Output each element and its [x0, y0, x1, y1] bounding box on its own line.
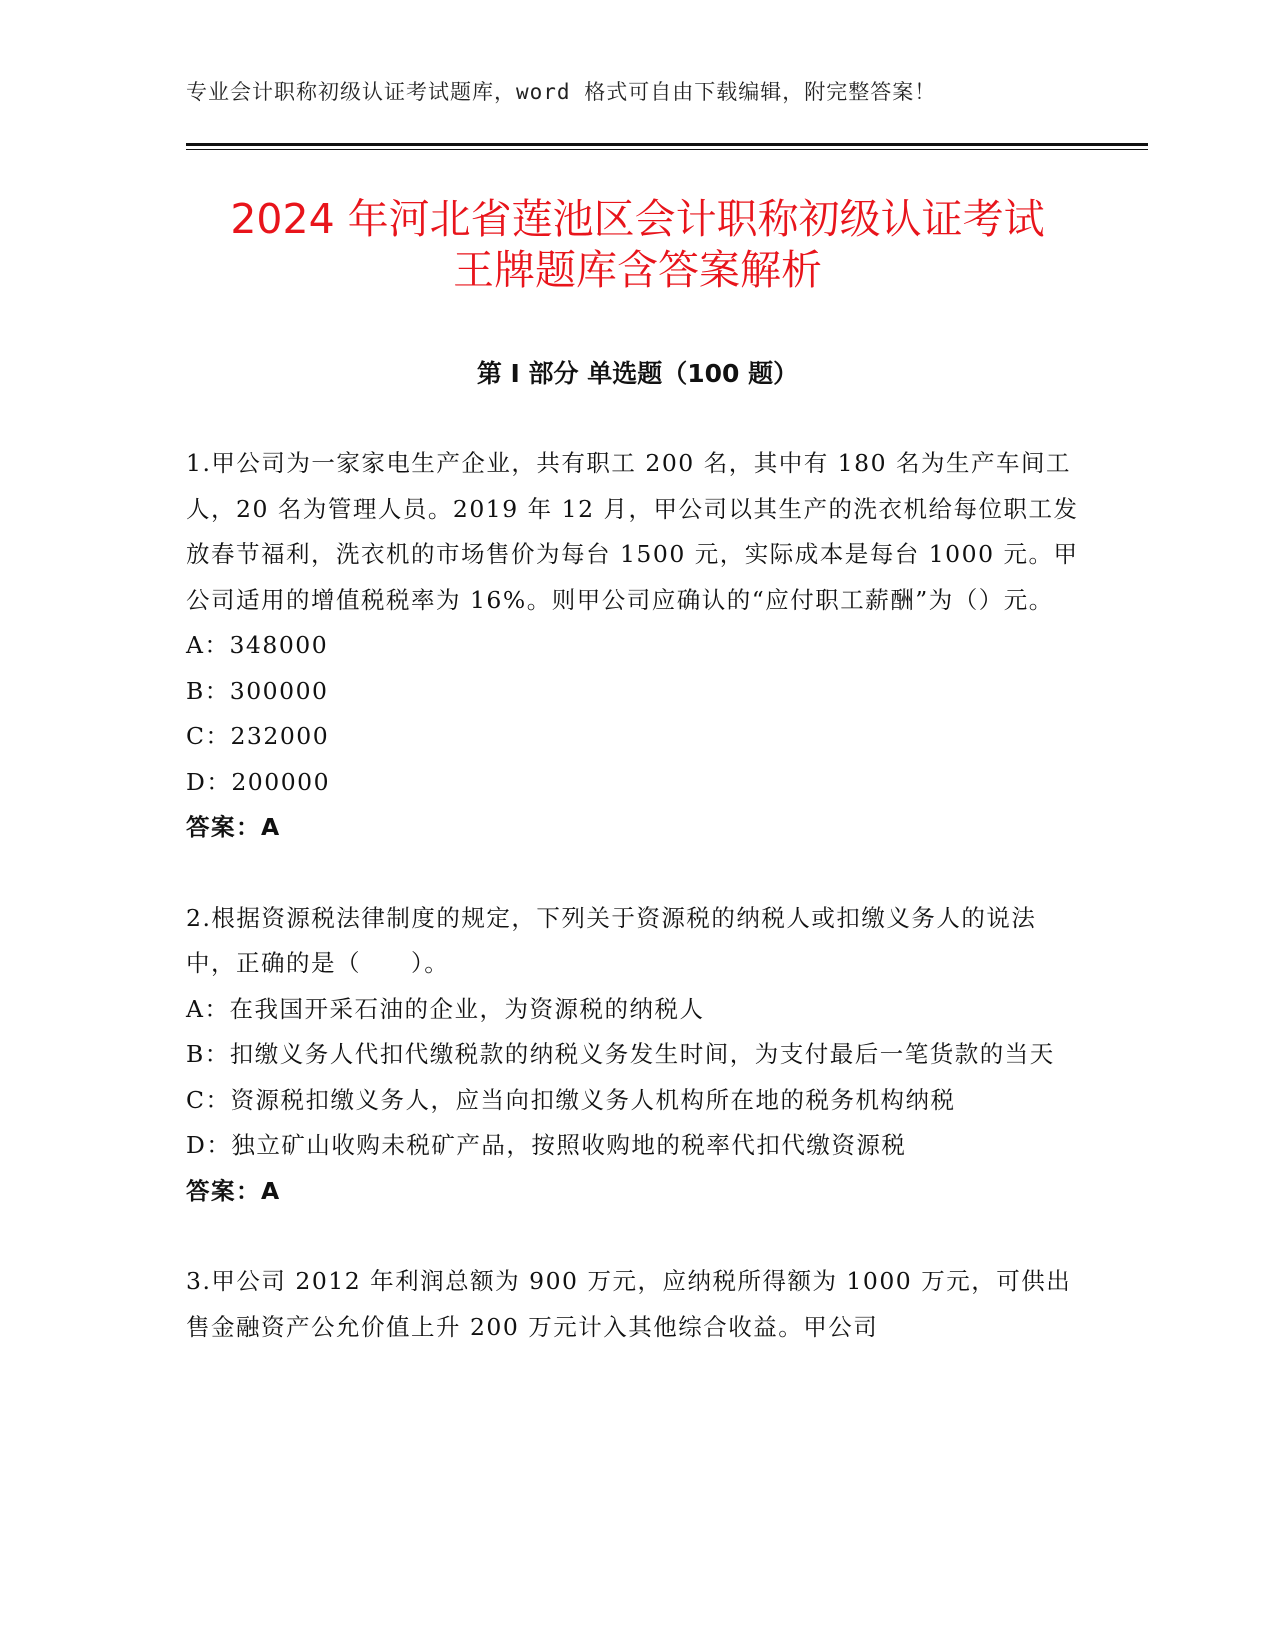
question-stem: 3.甲公司 2012 年利润总额为 900 万元，应纳税所得额为 1000 万元，可供出售金融资产公允价值上升 200 万元计入其他综合收益。甲公司 [186, 1267, 1072, 1341]
option-a: A：在我国开采石油的企业，为资源税的纳税人 [186, 994, 705, 1023]
question-stem: 1.甲公司为一家家电生产企业，共有职工 200 名，其中有 180 名为生产车间工人，20 名为管理人员。2019 年 12 月，甲公司以其生产的洗衣机给每位职工发放春节福利，洗衣机的市场售价为每台 1500 元，实际成本是每台 1000 元。甲公司适用的增值税税率为 16%。则甲公司应确认的“应付职工薪酬”为（）元。 [186, 449, 1079, 614]
document-title [120, 194, 1155, 296]
question-3 [186, 1259, 1086, 1350]
option-c: C：资源税扣缴义务人，应当向扣缴义务人机构所在地的税务机构纳税 [186, 1085, 956, 1114]
option-a: A：348000 [186, 631, 329, 659]
option-d: D：独立矿山收购未税矿产品，按照收购地的税率代扣代缴资源税 [186, 1131, 907, 1159]
section-heading: 第 I 部分 单选题（100 题） [476, 359, 799, 388]
option-c: C：232000 [186, 722, 330, 750]
answer-line: 答案：A [186, 813, 281, 841]
answer-line: 答案：A [186, 1176, 281, 1205]
option-b: B：300000 [186, 676, 329, 705]
option-d: D：200000 [186, 767, 331, 796]
question-2 [186, 896, 1086, 1215]
title-line-2: 王牌题库含答案解析 [453, 246, 822, 294]
option-b: B：扣缴义务人代扣代缴税款的纳税义务发生时间，为支付最后一笔货款的当天 [186, 1040, 1055, 1068]
title-line-1: 2024 年河北省莲池区会计职称初级认证考试 [230, 195, 1045, 243]
header-rule-thick [186, 143, 1148, 146]
header-note: 专业会计职称初级认证考试题库，word 格式可自由下载编辑，附完整答案！ [186, 80, 937, 104]
question-stem: 2.根据资源税法律制度的规定，下列关于资源税的纳税人或扣缴义务人的说法中，正确的是（ ）。 [186, 903, 1037, 977]
header-rule-thin [186, 149, 1148, 150]
question-list [186, 441, 1086, 1395]
question-1 [186, 441, 1086, 851]
